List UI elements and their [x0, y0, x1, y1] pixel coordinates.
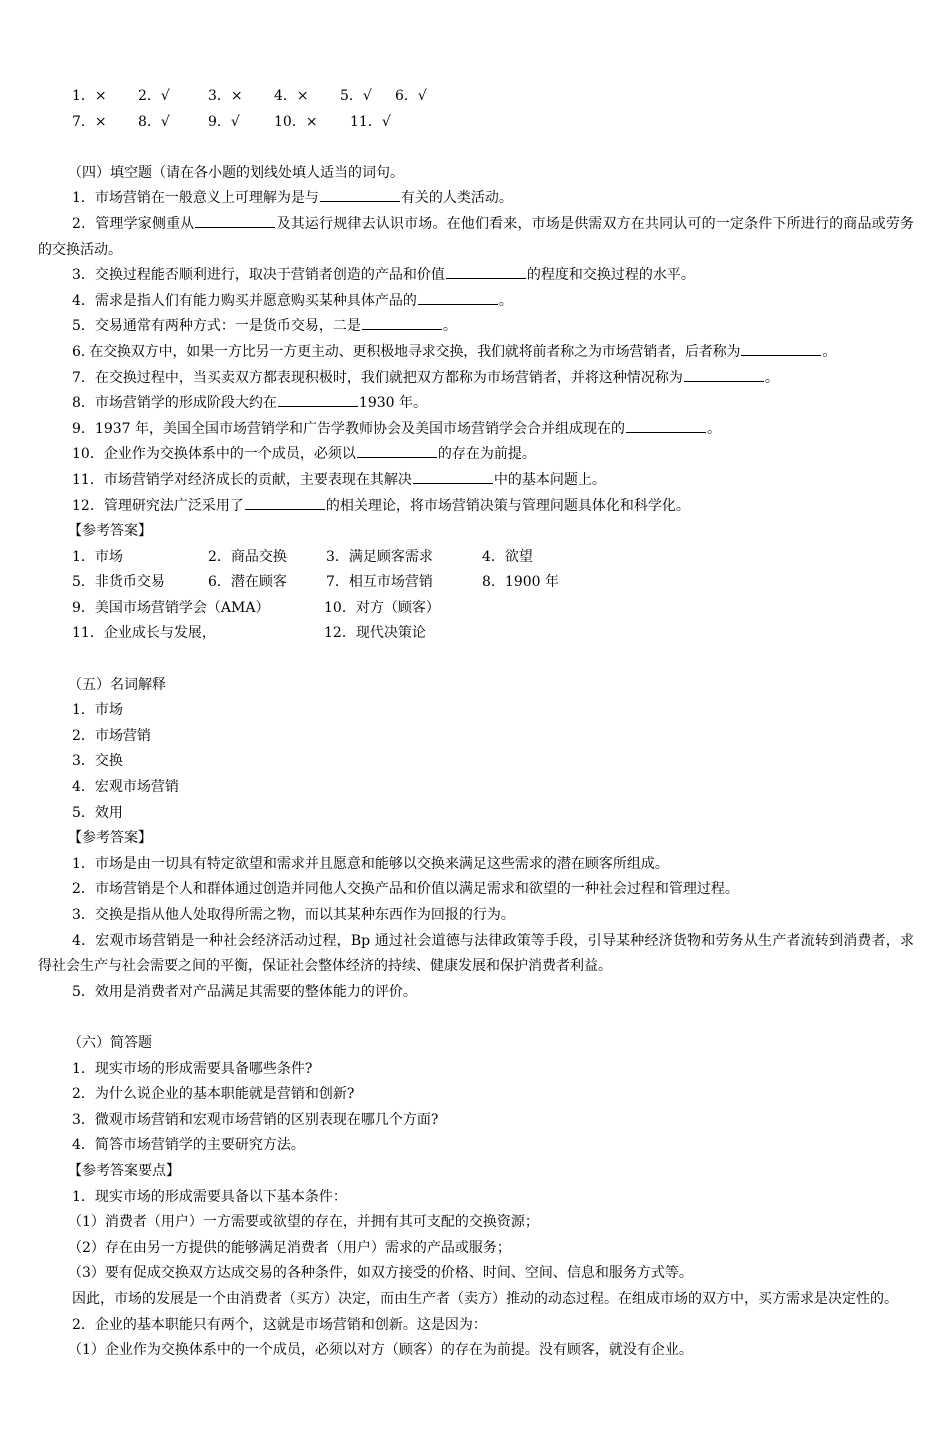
fill-answer: 11．企业成长与发展，	[72, 625, 216, 642]
fill-answer: 5．非货币交易	[72, 574, 165, 591]
answer-blank	[357, 443, 437, 458]
fill-question-5: 5．交易通常有两种方式：一是货币交易，二是 。	[38, 314, 914, 340]
judge-answer: 1．×	[72, 88, 107, 104]
short-answer-1-point-2: （2）存在由另一方提供的能够满足消费者（用户）需求的产品或服务；	[68, 1239, 511, 1256]
answer-blank	[446, 264, 526, 279]
short-question: 4．简答市场营销学的主要研究方法。	[72, 1137, 305, 1154]
fill-answer-heading: 【参考答案】	[68, 523, 152, 540]
fill-question-3: 3．交换过程能否顺利进行，取决于营销者创造的产品和价值 的程度和交换过程的水平。	[38, 263, 914, 289]
answer-blank	[626, 418, 706, 433]
fill-answer: 8．1900 年	[482, 574, 559, 591]
fill-answer: 3．满足顾客需求	[326, 548, 433, 565]
short-answer-1: 1．现实市场的形成需要具备以下基本条件：	[72, 1188, 347, 1205]
term-item: 4．宏观市场营销	[72, 779, 179, 796]
term-item: 1．市场	[72, 702, 123, 719]
fill-question-7: 7．在交换过程中，当买卖双方都表现积极时，我们就把双方都称为市场营销者，并将这种情况称为 。	[38, 366, 914, 392]
judge-answer: 3．×	[208, 88, 243, 104]
judge-answer: 5．√	[340, 88, 372, 104]
fill-answer: 2．商品交换	[208, 548, 287, 565]
fill-answer: 12．现代决策论	[324, 625, 426, 642]
short-question: 2．为什么说企业的基本职能就是营销和创新?	[72, 1086, 355, 1103]
fill-answer: 9．美国市场营销学会（AMA）	[72, 599, 270, 616]
term-item: 2．市场营销	[72, 727, 151, 744]
fill-answers-row-3	[38, 596, 914, 622]
judge-answer: 8．√	[138, 113, 170, 130]
short-answer-1-point-1: （1）消费者（用户）一方需要或欲望的存在，并拥有其可支配的交换资源；	[68, 1214, 539, 1231]
term-answer: 5．效用是消费者对产品满足其需要的整体能力的评价。	[72, 983, 417, 1000]
answer-blank	[413, 469, 493, 484]
fill-question-1: 1．市场营销在一般意义上可理解为是与 有关的人类活动。	[38, 186, 914, 212]
fill-answers-row-1	[38, 545, 914, 571]
fill-question-11: 11．市场营销学对经济成长的贡献，主要表现在其解决 中的基本问题上。	[38, 468, 914, 494]
answer-blank	[245, 495, 325, 510]
judge-answer: 6．√	[395, 88, 427, 104]
answer-blank	[741, 341, 821, 356]
fill-answer: 7．相互市场营销	[326, 574, 433, 591]
answer-blank	[684, 367, 764, 382]
document-page	[38, 84, 914, 1364]
short-answer-1-conclusion: 因此，市场的发展是一个由消费者（买方）决定，而由生产者（卖方）推动的动态过程。在组成市场的双方中，买方需求是决定性的。	[72, 1290, 898, 1307]
fill-answer: 10．对方（顾客）	[324, 599, 440, 616]
judge-answer: 2．√	[138, 88, 170, 104]
term-item: 3．交换	[72, 753, 123, 770]
judge-answer: 9．√	[208, 113, 240, 130]
fill-question-9: 9．1937 年，美国全国市场营销学和广告学教师协会及美国市场营销学会合并组成现在的 。	[38, 417, 914, 443]
judge-answer: 7．×	[72, 113, 107, 130]
answer-blank	[418, 290, 498, 305]
judge-answer: 11．√	[350, 113, 391, 130]
fill-answer: 6．潜在顾客	[208, 574, 287, 591]
term-answer: 4．宏观市场营销是一种社会经济活动过程，Bp 通过社会道德与法律政策等手段，引导某种经济货物和劳务从生产者流转到消费者，求得社会生产与社会需要之间的平衡，保证社会整体经济的持续、健康发展和保护消费者利益。	[38, 932, 914, 975]
short-answer-heading: 【参考答案要点】	[68, 1162, 180, 1179]
short-question: 3．微观市场营销和宏观市场营销的区别表现在哪几个方面?	[72, 1111, 439, 1128]
term-answer: 3．交换是指从他人处取得所需之物，而以其某种东西作为回报的行为。	[72, 907, 515, 923]
answer-blank	[278, 392, 358, 407]
section-heading-short: （六）简答题	[68, 1034, 152, 1051]
fill-question-6: 6. 在交换双方中，如果一方比另一方更主动、更积极地寻求交换，我们就将前者称之为市场营销者，后者称为 。	[38, 340, 914, 366]
short-answer-2-point-1: （1）企业作为交换体系中的一个成员，必须以对方（顾客）的存在为前提。没有顾客，就没有企业。	[68, 1342, 693, 1359]
fill-answers-row-4	[38, 621, 914, 647]
short-question: 1．现实市场的形成需要具备哪些条件?	[72, 1060, 313, 1077]
answer-blank	[320, 187, 400, 202]
fill-answer: 1．市场	[72, 548, 123, 565]
terms-answer-heading: 【参考答案】	[68, 830, 152, 847]
section-heading-fill: （四）填空题（请在各小题的划线处填人适当的词句。	[68, 164, 404, 181]
term-answer: 2．市场营销是个人和群体通过创造并同他人交换产品和价值以满足需求和欲望的一种社会过程和管理过程。	[72, 881, 739, 898]
answer-blank	[362, 315, 442, 330]
fill-question-12: 12．管理研究法广泛采用了 的相关理论，将市场营销决策与管理问题具体化和科学化。	[38, 494, 914, 520]
term-answer: 1．市场是由一切具有特定欲望和需求并且愿意和能够以交换来满足这些需求的潜在顾客所组成。	[72, 855, 669, 872]
judge-answers-row-2	[38, 110, 914, 136]
fill-question-10: 10．企业作为交换体系中的一个成员，必须以 的存在为前提。	[38, 442, 914, 468]
judge-answers-row-1	[38, 84, 914, 110]
judge-answer: 10．×	[274, 113, 318, 130]
fill-answers-row-2	[38, 570, 914, 596]
short-answer-2: 2．企业的基本职能只有两个，这就是市场营销和创新。这是因为：	[72, 1316, 487, 1333]
fill-question-4: 4．需求是指人们有能力购买并愿意购买某种具体产品的 。	[38, 289, 914, 315]
short-answer-1-point-3: （3）要有促成交换双方达成交易的各种条件，如双方接受的价格、时间、空间、信息和服务方式等。	[68, 1265, 693, 1282]
fill-answer: 4．欲望	[482, 548, 533, 565]
fill-question-2: 2．管理学家侧重从 及其运行规律去认识市场。在他们看来，市场是供需双方在共同认可的一定条件下所进行的商品或劳务的交换活动。	[38, 212, 914, 263]
answer-blank	[195, 213, 275, 228]
fill-question-8: 8．市场营销学的形成阶段大约在 1930 年。	[38, 391, 914, 417]
term-item: 5．效用	[72, 804, 123, 821]
judge-answer: 4．×	[274, 88, 309, 104]
section-heading-terms: （五）名词解释	[68, 676, 166, 693]
